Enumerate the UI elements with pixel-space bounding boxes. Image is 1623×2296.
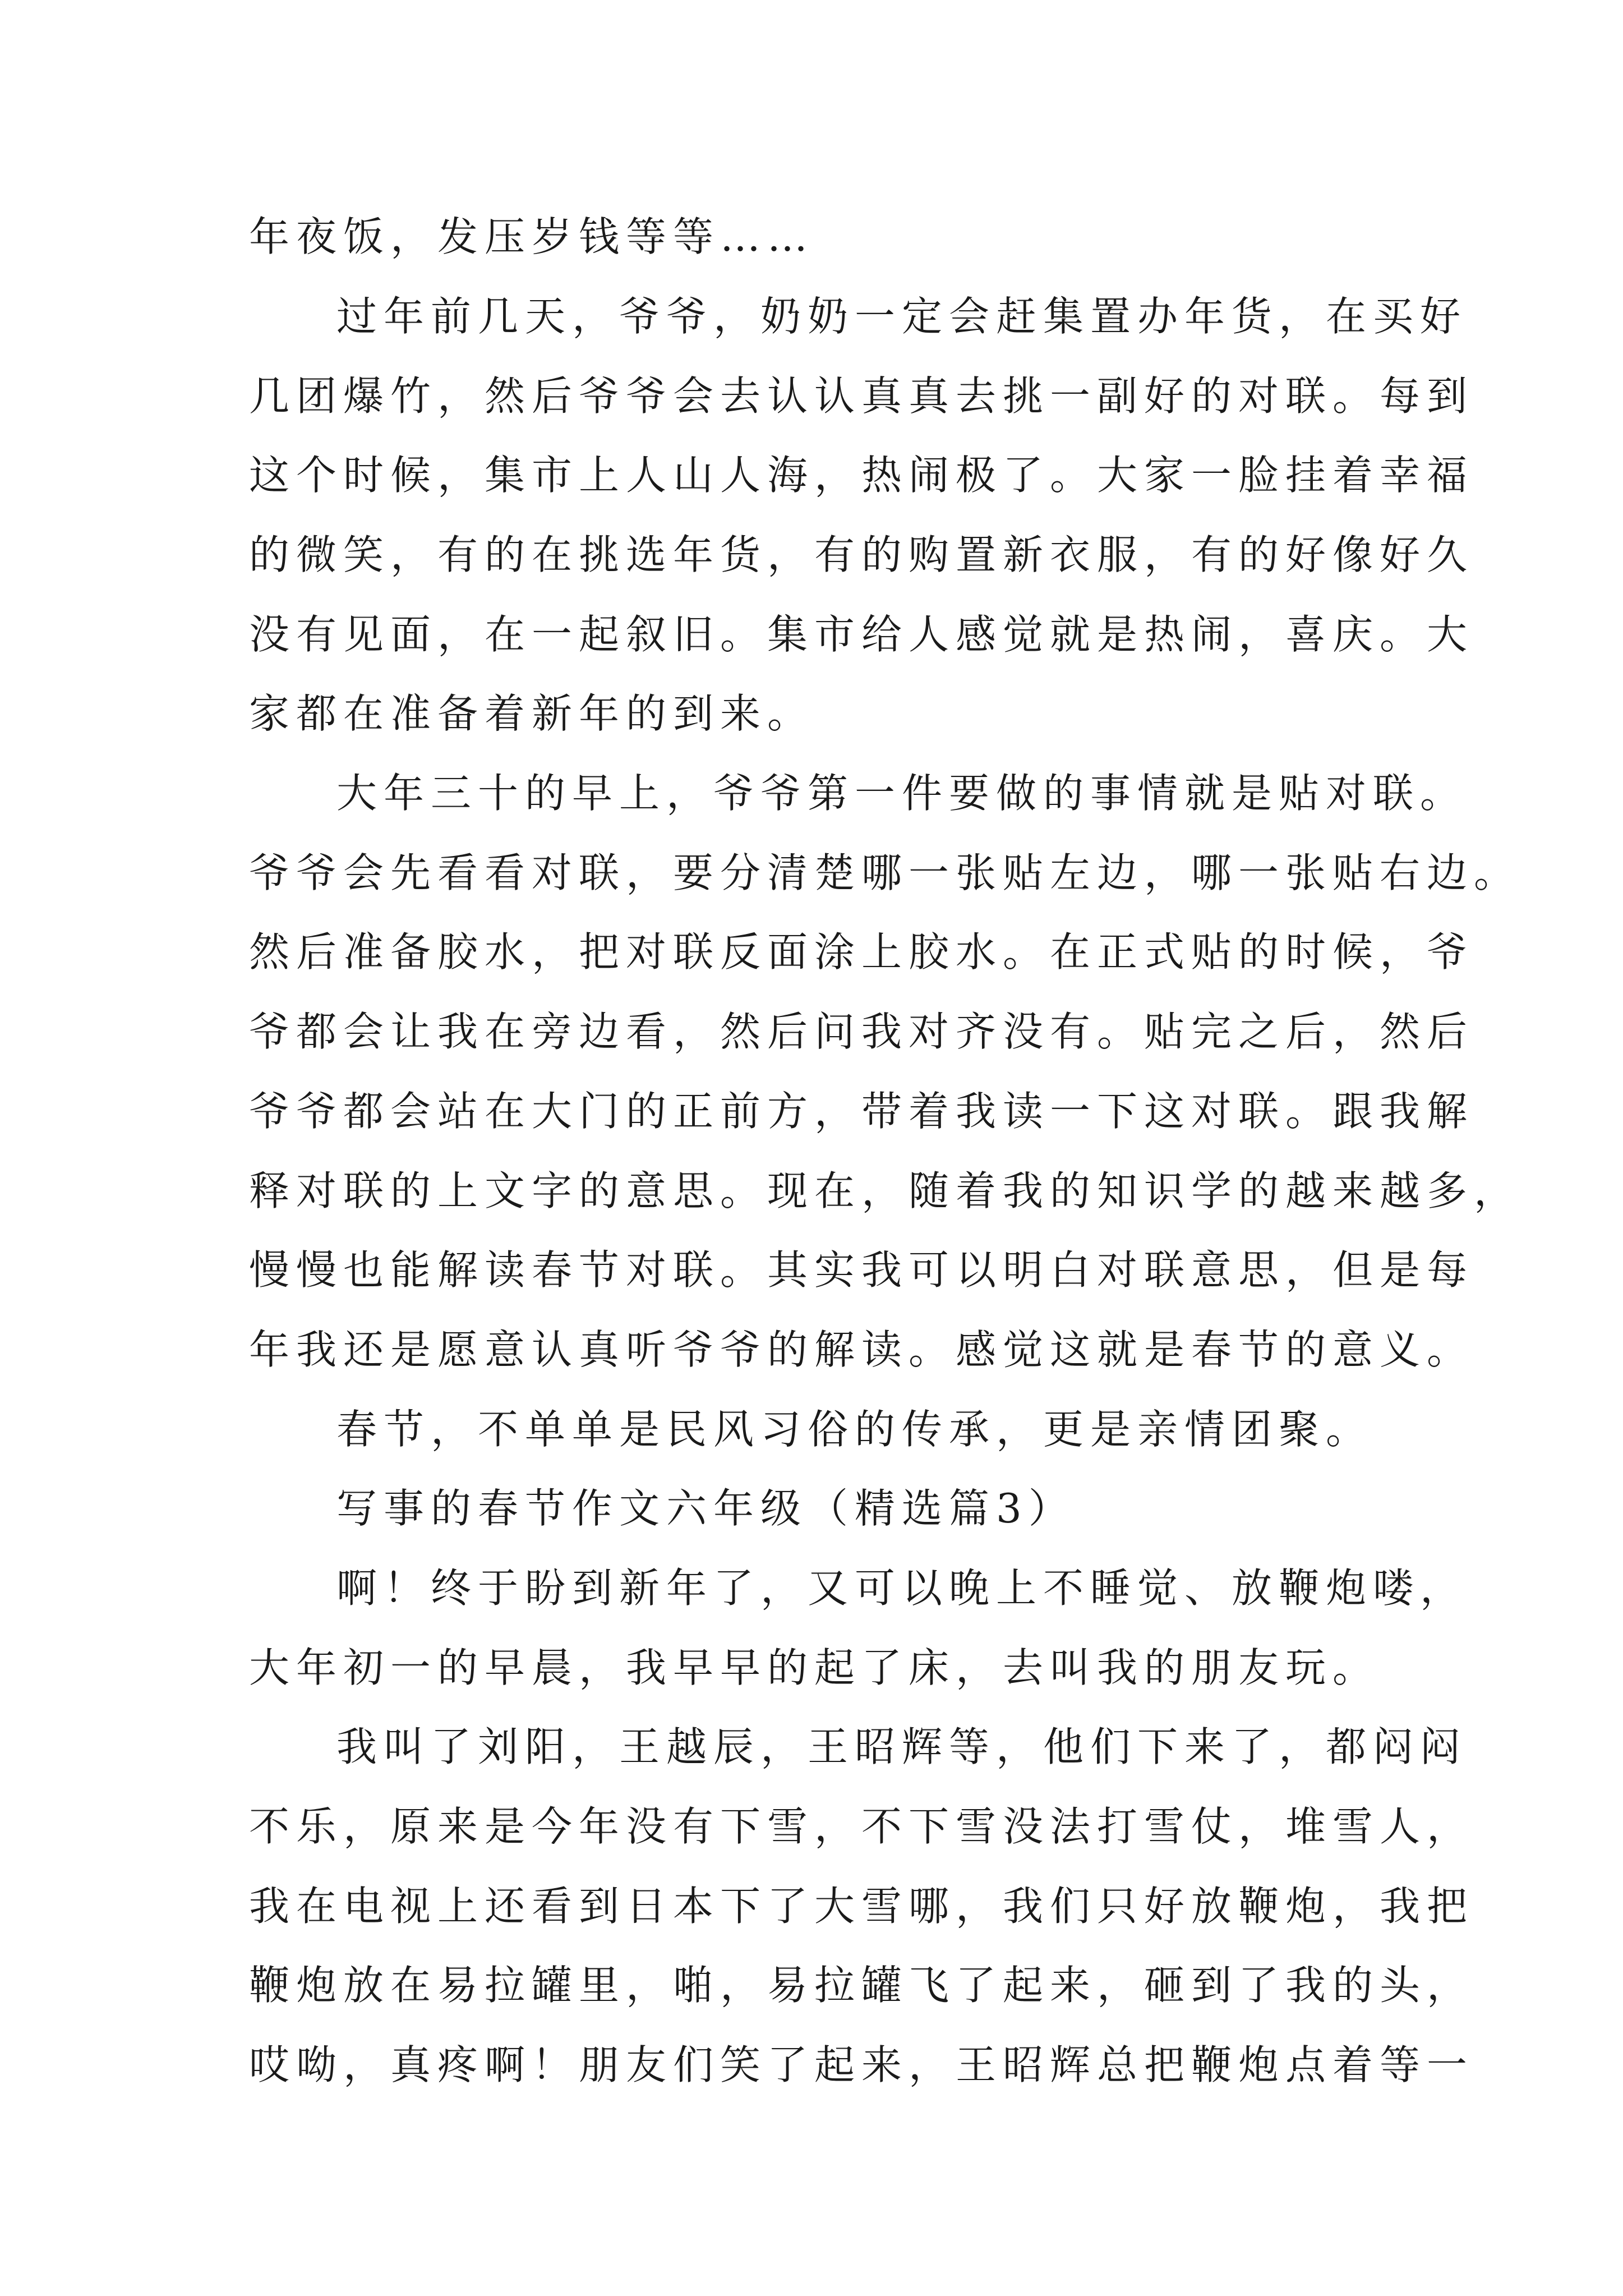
text-line: 慢慢也能解读春节对联。其实我可以明白对联意思，但是每 [249, 1246, 1474, 1294]
text-line: 释对联的上文字的意思。现在，随着我的知识学的越来越多， [249, 1167, 1521, 1214]
text-line: 爷爷会先看看对联，要分清楚哪一张贴左边，哪一张贴右边。 [249, 849, 1521, 896]
text-line: 爷爷都会站在大门的正前方，带着我读一下这对联。跟我解 [249, 1088, 1474, 1135]
text-line: 不乐，原来是今年没有下雪，不下雪没法打雪仗，堆雪人， [249, 1803, 1474, 1850]
text-line: 我叫了刘阳，王越辰，王昭辉等，他们下来了，都闷闷 [336, 1723, 1468, 1770]
text-line: 这个时候，集市上人山人海，热闹极了。大家一脸挂着幸福 [249, 452, 1474, 499]
text-line: 爷都会让我在旁边看，然后问我对齐没有。贴完之后，然后 [249, 1008, 1474, 1055]
text-line: 的微笑，有的在挑选年货，有的购置新衣服，有的好像好久 [249, 531, 1474, 578]
text-line: 家都在准备着新年的到来。 [249, 690, 815, 737]
text-line: 过年前几天，爷爷，奶奶一定会赶集置办年货，在买好 [336, 293, 1468, 340]
text-line: 没有见面，在一起叙旧。集市给人感觉就是热闹，喜庆。大 [249, 611, 1474, 658]
text-line: 大年三十的早上，爷爷第一件要做的事情就是贴对联。 [336, 770, 1468, 817]
text-line: 大年初一的早晨，我早早的起了床，去叫我的朋友玩。 [249, 1644, 1380, 1691]
text-line: 年我还是愿意认真听爷爷的解读。感觉这就是春节的意义。 [249, 1326, 1474, 1373]
text-line: 春节，不单单是民风习俗的传承，更是亲情团聚。 [336, 1406, 1373, 1453]
text-line: 啊！终于盼到新年了，又可以晚上不睡觉、放鞭炮喽， [336, 1565, 1468, 1612]
text-line: 几团爆竹，然后爷爷会去认认真真去挑一副好的对联。每到 [249, 372, 1474, 420]
section-heading: 写事的春节作文六年级（精选篇3） [336, 1485, 1076, 1532]
text-line: 我在电视上还看到日本下了大雪哪，我们只好放鞭炮，我把 [249, 1883, 1474, 1930]
text-line: 鞭炮放在易拉罐里，啪，易拉罐飞了起来，砸到了我的头， [249, 1962, 1474, 2009]
text-line: 哎呦，真疼啊！朋友们笑了起来，王昭辉总把鞭炮点着等一 [249, 2041, 1474, 2088]
text-line: 然后准备胶水，把对联反面涂上胶水。在正式贴的时候，爷 [249, 928, 1474, 976]
text-line: 年夜饭，发压岁钱等等…… [249, 213, 815, 260]
